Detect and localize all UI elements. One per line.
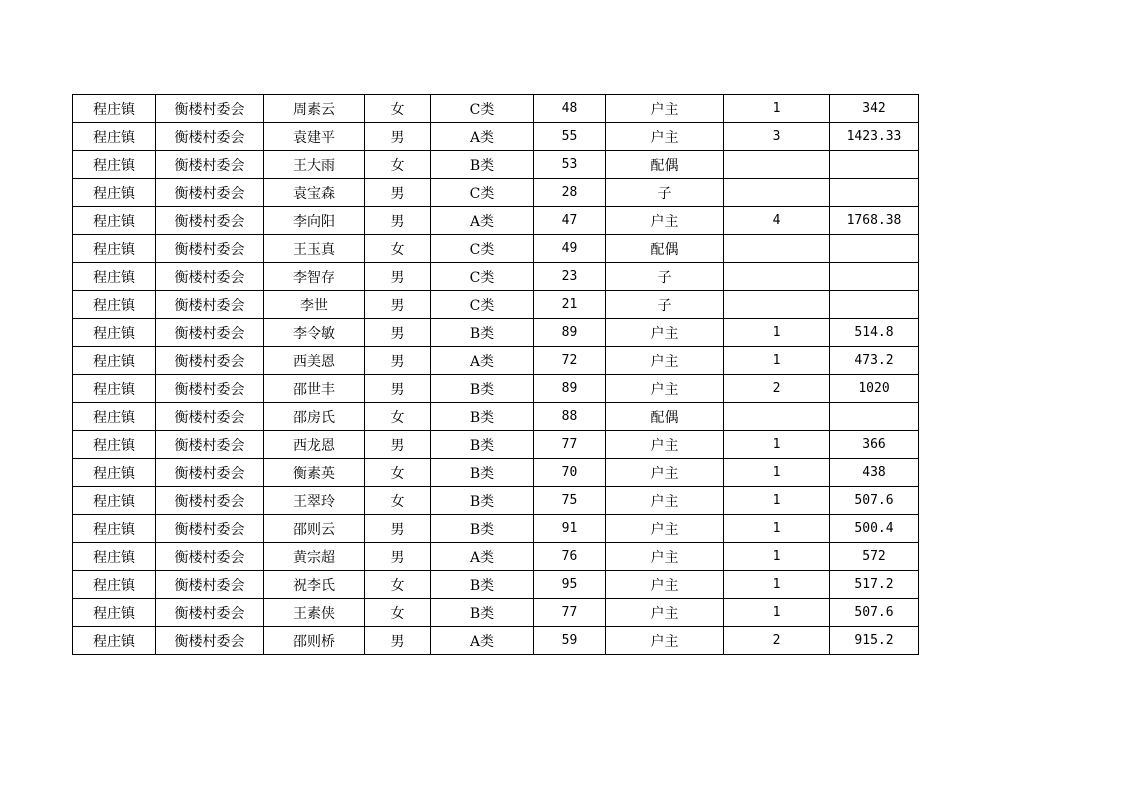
- cell-amount: 438: [830, 459, 919, 487]
- cell-village-committee: 衡楼村委会: [156, 599, 264, 627]
- cell-town: 程庄镇: [73, 571, 156, 599]
- cell-household-size: 3: [724, 123, 830, 151]
- cell-name: 袁宝森: [264, 179, 365, 207]
- cell-relation: 户主: [606, 207, 724, 235]
- cell-name: 西美恩: [264, 347, 365, 375]
- cell-household-size: 1: [724, 599, 830, 627]
- cell-household-size: [724, 403, 830, 431]
- cell-household-size: [724, 151, 830, 179]
- table-row: [73, 627, 919, 655]
- cell-relation: 子: [606, 291, 724, 319]
- cell-town: 程庄镇: [73, 291, 156, 319]
- cell-amount: 915.2: [830, 627, 919, 655]
- cell-category: C类: [431, 95, 534, 123]
- cell-amount: 342: [830, 95, 919, 123]
- table-body: [73, 95, 919, 655]
- cell-category: A类: [431, 627, 534, 655]
- cell-name: 西龙恩: [264, 431, 365, 459]
- cell-amount: [830, 291, 919, 319]
- table-row: [73, 543, 919, 571]
- cell-gender: 男: [365, 515, 431, 543]
- cell-amount: 507.6: [830, 599, 919, 627]
- cell-amount: [830, 179, 919, 207]
- cell-amount: [830, 403, 919, 431]
- cell-category: C类: [431, 263, 534, 291]
- cell-name: 周素云: [264, 95, 365, 123]
- cell-amount: 366: [830, 431, 919, 459]
- cell-household-size: [724, 263, 830, 291]
- cell-category: B类: [431, 487, 534, 515]
- cell-name: 王大雨: [264, 151, 365, 179]
- table-row: [73, 487, 919, 515]
- cell-gender: 男: [365, 291, 431, 319]
- cell-town: 程庄镇: [73, 403, 156, 431]
- cell-age: 48: [534, 95, 606, 123]
- cell-village-committee: 衡楼村委会: [156, 627, 264, 655]
- cell-category: B类: [431, 459, 534, 487]
- cell-age: 55: [534, 123, 606, 151]
- table-row: [73, 375, 919, 403]
- cell-gender: 男: [365, 431, 431, 459]
- cell-gender: 男: [365, 627, 431, 655]
- cell-age: 95: [534, 571, 606, 599]
- cell-name: 袁建平: [264, 123, 365, 151]
- cell-gender: 男: [365, 207, 431, 235]
- cell-town: 程庄镇: [73, 543, 156, 571]
- cell-age: 59: [534, 627, 606, 655]
- cell-village-committee: 衡楼村委会: [156, 235, 264, 263]
- cell-gender: 男: [365, 263, 431, 291]
- cell-village-committee: 衡楼村委会: [156, 375, 264, 403]
- cell-gender: 女: [365, 235, 431, 263]
- cell-town: 程庄镇: [73, 599, 156, 627]
- cell-category: B类: [431, 375, 534, 403]
- cell-age: 77: [534, 599, 606, 627]
- cell-amount: [830, 151, 919, 179]
- cell-age: 77: [534, 431, 606, 459]
- cell-village-committee: 衡楼村委会: [156, 347, 264, 375]
- cell-name: 李向阳: [264, 207, 365, 235]
- table-row: [73, 123, 919, 151]
- cell-category: B类: [431, 571, 534, 599]
- cell-relation: 户主: [606, 459, 724, 487]
- cell-amount: 507.6: [830, 487, 919, 515]
- table-row: [73, 235, 919, 263]
- cell-name: 王素侠: [264, 599, 365, 627]
- cell-name: 邵世丰: [264, 375, 365, 403]
- table-row: [73, 319, 919, 347]
- cell-relation: 户主: [606, 599, 724, 627]
- cell-category: B类: [431, 515, 534, 543]
- cell-category: A类: [431, 207, 534, 235]
- cell-village-committee: 衡楼村委会: [156, 543, 264, 571]
- cell-category: B类: [431, 319, 534, 347]
- table-row: [73, 151, 919, 179]
- cell-town: 程庄镇: [73, 179, 156, 207]
- cell-age: 21: [534, 291, 606, 319]
- cell-name: 李令敏: [264, 319, 365, 347]
- cell-relation: 配偶: [606, 235, 724, 263]
- cell-household-size: 1: [724, 515, 830, 543]
- table-row: [73, 263, 919, 291]
- cell-household-size: 1: [724, 431, 830, 459]
- cell-amount: [830, 263, 919, 291]
- cell-relation: 子: [606, 179, 724, 207]
- table-row: [73, 291, 919, 319]
- cell-amount: [830, 235, 919, 263]
- cell-gender: 女: [365, 459, 431, 487]
- cell-relation: 户主: [606, 123, 724, 151]
- cell-gender: 男: [365, 179, 431, 207]
- cell-relation: 户主: [606, 487, 724, 515]
- cell-relation: 配偶: [606, 403, 724, 431]
- cell-gender: 男: [365, 543, 431, 571]
- cell-age: 89: [534, 375, 606, 403]
- table-row: [73, 347, 919, 375]
- cell-name: 李智存: [264, 263, 365, 291]
- cell-gender: 男: [365, 347, 431, 375]
- cell-village-committee: 衡楼村委会: [156, 431, 264, 459]
- cell-household-size: 1: [724, 487, 830, 515]
- table-row: [73, 403, 919, 431]
- cell-village-committee: 衡楼村委会: [156, 515, 264, 543]
- cell-gender: 女: [365, 95, 431, 123]
- cell-village-committee: 衡楼村委会: [156, 403, 264, 431]
- cell-category: C类: [431, 291, 534, 319]
- cell-household-size: 1: [724, 319, 830, 347]
- cell-category: B类: [431, 151, 534, 179]
- table-row: [73, 571, 919, 599]
- table-row: [73, 95, 919, 123]
- cell-household-size: 2: [724, 627, 830, 655]
- cell-village-committee: 衡楼村委会: [156, 459, 264, 487]
- cell-household-size: [724, 235, 830, 263]
- cell-amount: 514.8: [830, 319, 919, 347]
- cell-amount: 1423.33: [830, 123, 919, 151]
- cell-category: C类: [431, 235, 534, 263]
- cell-name: 王玉真: [264, 235, 365, 263]
- table-row: [73, 459, 919, 487]
- cell-household-size: 4: [724, 207, 830, 235]
- cell-name: 王翠玲: [264, 487, 365, 515]
- cell-gender: 男: [365, 319, 431, 347]
- cell-relation: 户主: [606, 375, 724, 403]
- cell-relation: 户主: [606, 319, 724, 347]
- cell-name: 邵则桥: [264, 627, 365, 655]
- cell-household-size: 2: [724, 375, 830, 403]
- cell-age: 75: [534, 487, 606, 515]
- cell-town: 程庄镇: [73, 347, 156, 375]
- cell-town: 程庄镇: [73, 319, 156, 347]
- cell-household-size: 1: [724, 347, 830, 375]
- cell-gender: 女: [365, 151, 431, 179]
- cell-relation: 户主: [606, 627, 724, 655]
- cell-relation: 子: [606, 263, 724, 291]
- cell-age: 23: [534, 263, 606, 291]
- cell-town: 程庄镇: [73, 95, 156, 123]
- cell-village-committee: 衡楼村委会: [156, 207, 264, 235]
- table-row: [73, 179, 919, 207]
- cell-village-committee: 衡楼村委会: [156, 179, 264, 207]
- cell-gender: 男: [365, 375, 431, 403]
- cell-town: 程庄镇: [73, 627, 156, 655]
- cell-relation: 户主: [606, 347, 724, 375]
- cell-town: 程庄镇: [73, 263, 156, 291]
- cell-category: A类: [431, 543, 534, 571]
- cell-name: 邵房氏: [264, 403, 365, 431]
- cell-village-committee: 衡楼村委会: [156, 319, 264, 347]
- cell-age: 70: [534, 459, 606, 487]
- cell-village-committee: 衡楼村委会: [156, 291, 264, 319]
- cell-town: 程庄镇: [73, 151, 156, 179]
- cell-household-size: 1: [724, 543, 830, 571]
- cell-relation: 户主: [606, 431, 724, 459]
- cell-age: 28: [534, 179, 606, 207]
- cell-amount: 517.2: [830, 571, 919, 599]
- cell-age: 49: [534, 235, 606, 263]
- cell-age: 91: [534, 515, 606, 543]
- cell-town: 程庄镇: [73, 207, 156, 235]
- cell-relation: 配偶: [606, 151, 724, 179]
- cell-town: 程庄镇: [73, 375, 156, 403]
- cell-village-committee: 衡楼村委会: [156, 263, 264, 291]
- cell-village-committee: 衡楼村委会: [156, 571, 264, 599]
- cell-household-size: 1: [724, 95, 830, 123]
- data-table: [72, 94, 919, 655]
- cell-gender: 女: [365, 599, 431, 627]
- cell-gender: 男: [365, 123, 431, 151]
- cell-town: 程庄镇: [73, 235, 156, 263]
- cell-category: B类: [431, 403, 534, 431]
- cell-relation: 户主: [606, 543, 724, 571]
- cell-village-committee: 衡楼村委会: [156, 123, 264, 151]
- cell-town: 程庄镇: [73, 431, 156, 459]
- cell-village-committee: 衡楼村委会: [156, 487, 264, 515]
- cell-name: 黄宗超: [264, 543, 365, 571]
- table-row: [73, 515, 919, 543]
- cell-amount: 473.2: [830, 347, 919, 375]
- cell-household-size: [724, 291, 830, 319]
- cell-household-size: 1: [724, 571, 830, 599]
- table-row: [73, 599, 919, 627]
- cell-age: 53: [534, 151, 606, 179]
- cell-town: 程庄镇: [73, 487, 156, 515]
- cell-town: 程庄镇: [73, 459, 156, 487]
- cell-category: C类: [431, 179, 534, 207]
- cell-name: 祝李氏: [264, 571, 365, 599]
- table-row: [73, 207, 919, 235]
- cell-town: 程庄镇: [73, 123, 156, 151]
- cell-category: B类: [431, 599, 534, 627]
- cell-age: 76: [534, 543, 606, 571]
- cell-name: 衡素英: [264, 459, 365, 487]
- cell-amount: 1020: [830, 375, 919, 403]
- cell-age: 47: [534, 207, 606, 235]
- cell-town: 程庄镇: [73, 515, 156, 543]
- cell-amount: 500.4: [830, 515, 919, 543]
- cell-amount: 572: [830, 543, 919, 571]
- cell-relation: 户主: [606, 95, 724, 123]
- cell-village-committee: 衡楼村委会: [156, 151, 264, 179]
- cell-gender: 女: [365, 403, 431, 431]
- cell-age: 72: [534, 347, 606, 375]
- cell-household-size: 1: [724, 459, 830, 487]
- cell-category: A类: [431, 123, 534, 151]
- cell-name: 李世: [264, 291, 365, 319]
- cell-household-size: [724, 179, 830, 207]
- cell-village-committee: 衡楼村委会: [156, 95, 264, 123]
- cell-amount: 1768.38: [830, 207, 919, 235]
- cell-relation: 户主: [606, 571, 724, 599]
- cell-category: A类: [431, 347, 534, 375]
- cell-age: 88: [534, 403, 606, 431]
- cell-gender: 女: [365, 487, 431, 515]
- cell-gender: 女: [365, 571, 431, 599]
- cell-age: 89: [534, 319, 606, 347]
- table-row: [73, 431, 919, 459]
- cell-name: 邵则云: [264, 515, 365, 543]
- cell-relation: 户主: [606, 515, 724, 543]
- cell-category: B类: [431, 431, 534, 459]
